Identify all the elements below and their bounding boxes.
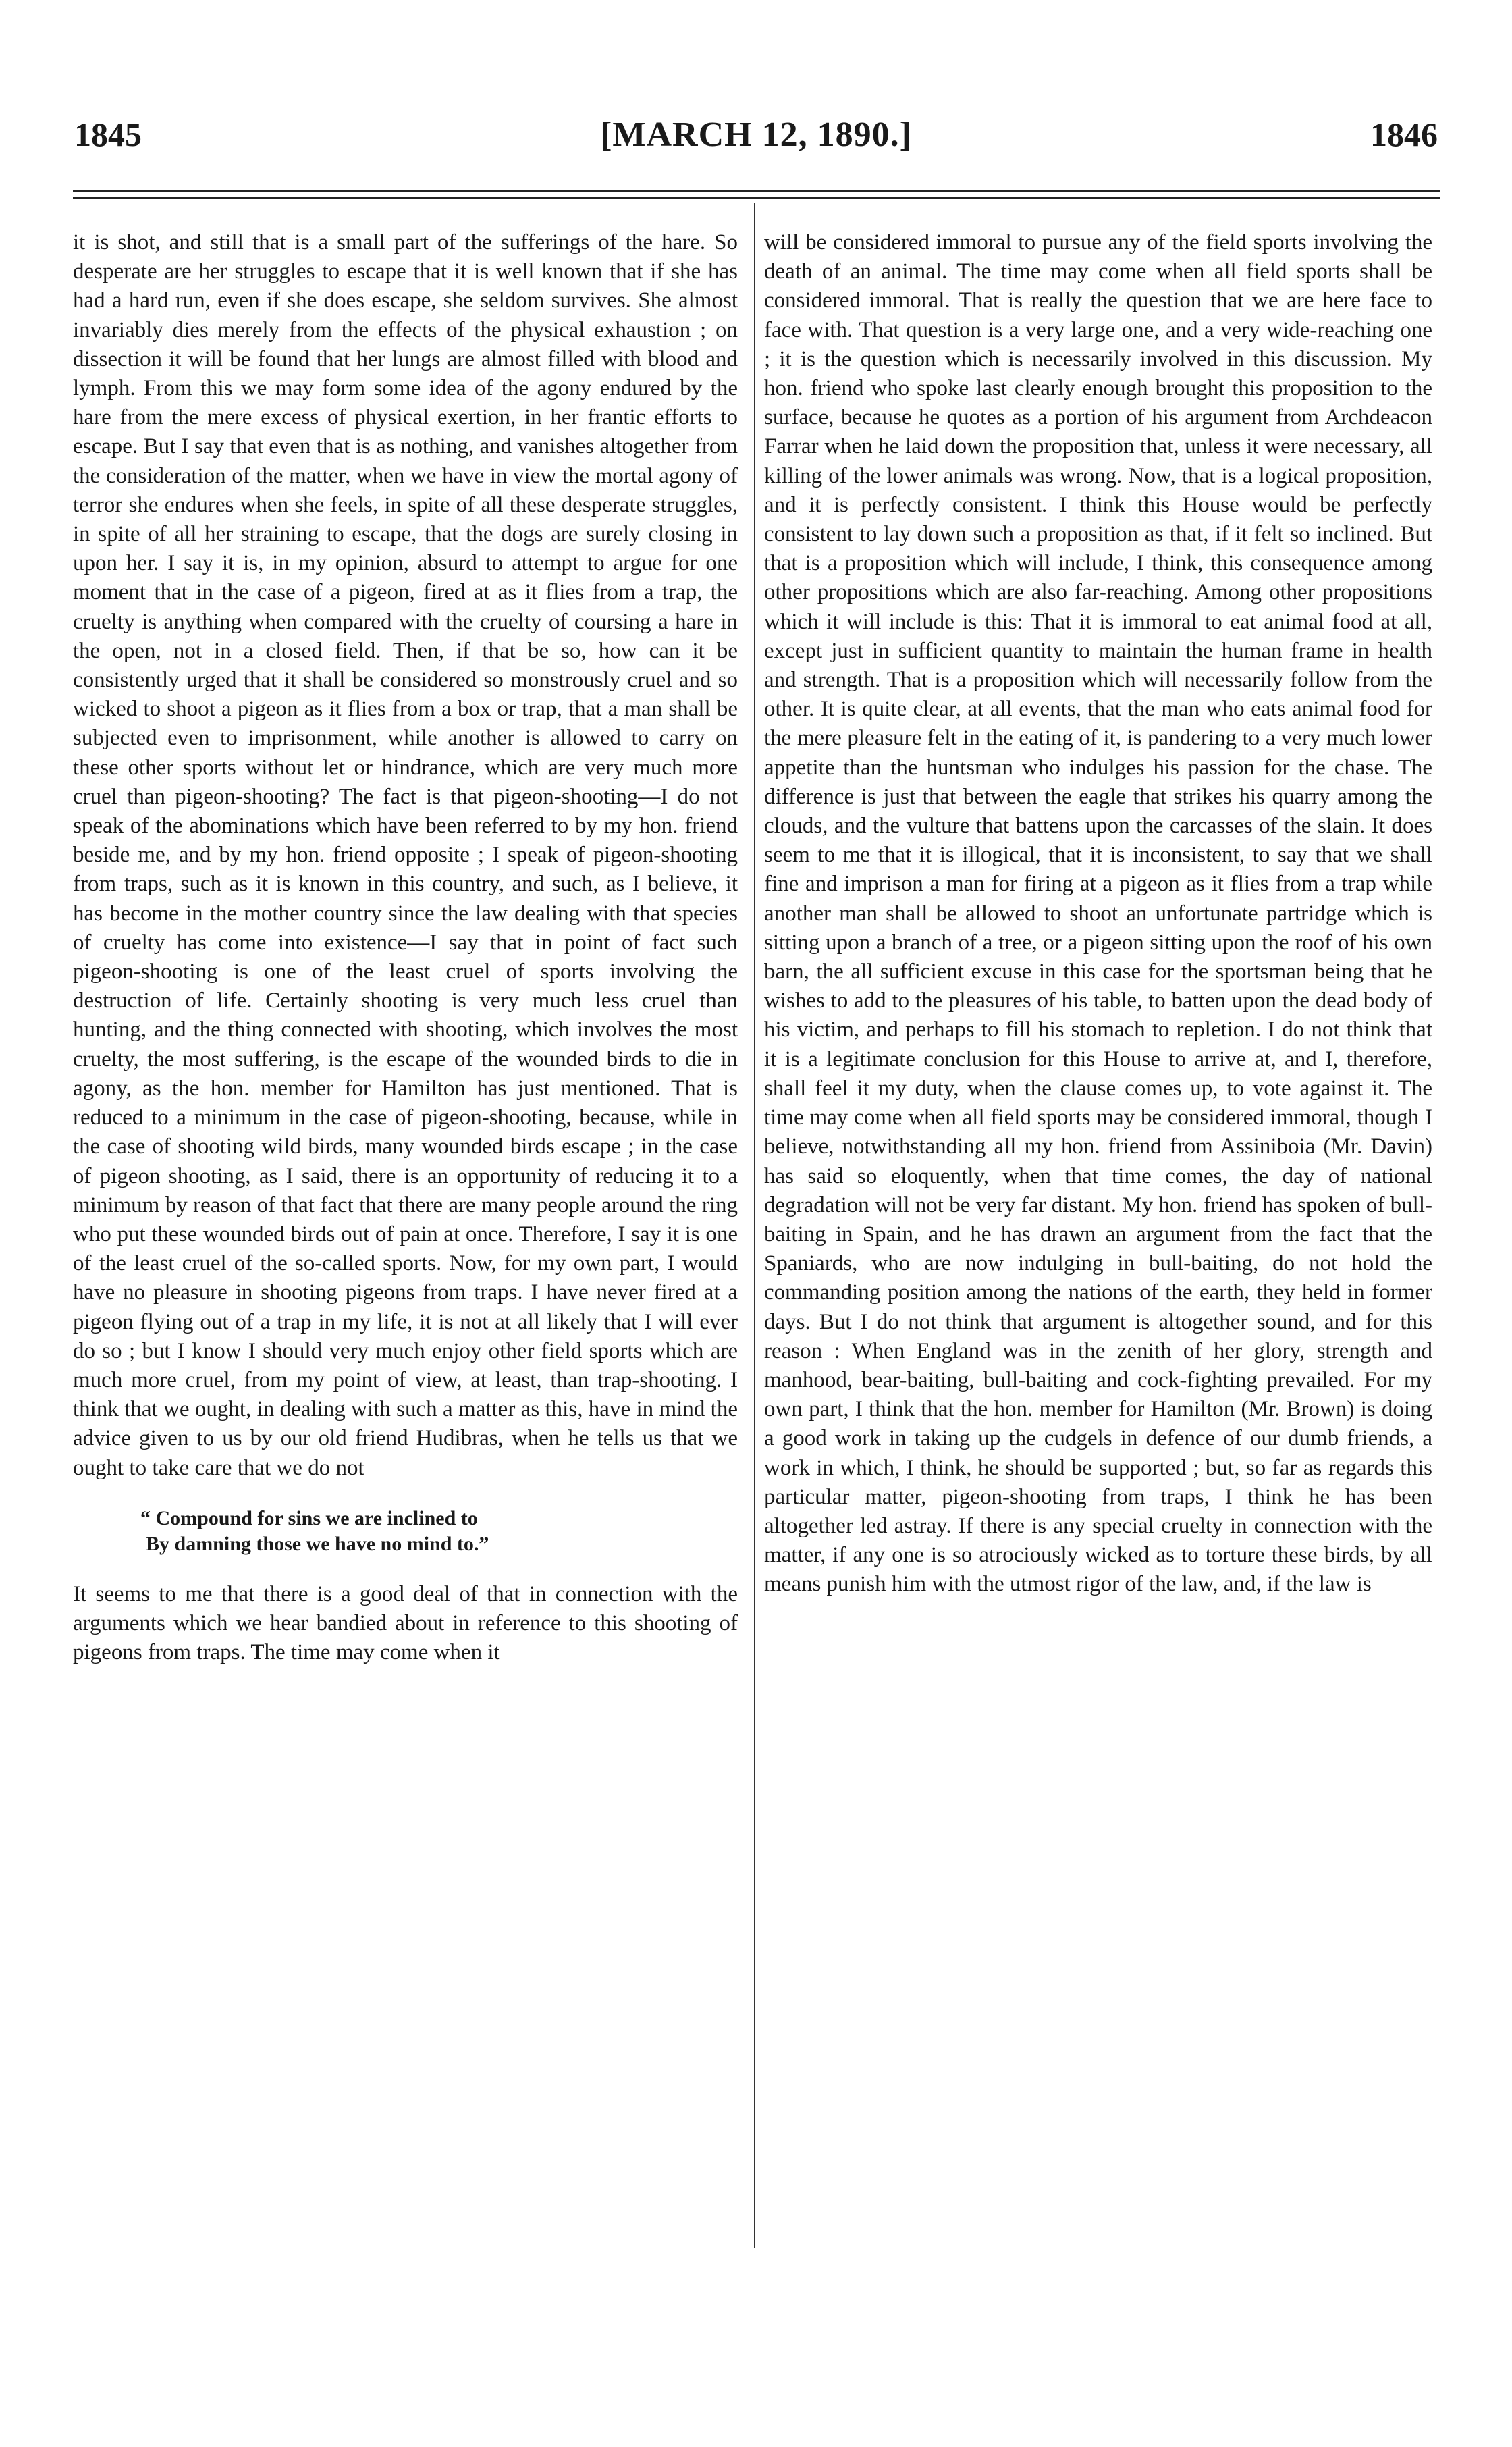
quote-line-1: “ Compound for sins we are inclined to <box>140 1506 478 1529</box>
page-number-right: 1846 <box>1370 115 1438 153</box>
header-rule-top <box>73 190 1440 192</box>
left-column <box>73 228 738 1667</box>
right-paragraph-1: will be considered immoral to pursue any of the field sports involving the death of an animal. The time may come when all field sports shall be considered immoral. That is really the question that we are here face to face with. That question is a very large one, and a very wide-reaching one ; it is the question which is necessarily involved in this discussion. My hon. friend who spoke last clearly enough brought this proposition to the surface, because he quotes as a portion of his argument from Archdeacon Farrar when he laid down the proposition that, unless it were necessary, all killing of the lower animals was wrong. Now, that is a logical proposition, and it is perfectly consistent. I think this House would be perfectly consistent to lay down such a proposition as that, if it felt so inclined. But that is a proposition which will include, I think, this consequence among other propositions which are also far-reaching. Among other propositions which it will include is this: That it is immoral to eat animal food at all, except just in sufficient quantity to maintain the human frame in health and strength. That is a proposition which will necessarily follow from the other. It is quite clear, at all events, that the man who eats animal food for the mere pleasure felt in the eating of it, is pandering to a very much lower appetite than the huntsman who indulges his passion for the chase. The difference is just that between the eagle that strikes his quarry among the clouds, and the vulture that battens upon the carcasses of the slain. It does seem to me that it is illogical, that it is inconsistent, to say that we shall fine and imprison a man for firing at a pigeon as it flies from a trap while another man shall be allowed to shoot an unfortunate partridge which is sitting upon a branch of a tree, or a pigeon sitting upon the roof of his own barn, the all sufficient excuse in this case for the sportsman being that he wishes to add to the pleasures of his table, to batten upon the dead body of his victim, and perhaps to fill his stomach to repletion. I do not think that it is a legitimate conclusion for this House to arrive at, and I, therefore, shall feel it my duty, when the clause comes up, to vote against it. The time may come when all field sports may be considered immoral, though I believe, notwithstanding all my hon. friend from Assiniboia (Mr. Davin) has said so eloquently, when that time comes, the day of national degradation will not be very far distant. My hon. friend has spoken of bull-baiting in Spain, and he has drawn an argument from the fact that the Spaniards, who are now indulging in bull-baiting, do not hold the commanding position among the nations of the earth, they held in former days. But I do not think that argument is altogether sound, and for this reason : When England was in the zenith of her glory, strength and manhood, bear-baiting, bull-baiting and cock-fighting prevailed. For my own part, I think that the hon. member for Hamilton (Mr. Brown) is doing a good work in taking up the cudgels in defence of our dumb friends, a work in which, I think, he should be supported ; but, so far as regards this particular matter, pigeon-shooting from traps, I think he has been altogether led astray. If there is any special cruelty in connection with the matter, if any one is so atrociously wicked as to torture these birds, by all means punish him with the utmost rigor of the law, and, if the law is <box>764 230 1432 1597</box>
header-rule-bottom <box>73 197 1440 199</box>
left-paragraph-1: it is shot, and still that is a small part of the sufferings of the hare. So desperate are her struggles to escape that it is well known that if she has had a hard run, even if she does escape, she seldom survives. She almost invariably dies merely from the effects of the physical exhaustion ; on dissection it will be found that her lungs are almost filled with blood and lymph. From this we may form some idea of the agony endured by the hare from the mere excess of physical exertion, in her frantic efforts to escape. But I say that even that is as nothing, and vanishes altogether from the consideration of the matter, when we have in view the mortal agony of terror she endures when she feels, in spite of all these desperate struggles, in spite of all her straining to escape, that the dogs are surely closing in upon her. I say it is, in my opinion, absurd to attempt to argue for one moment that in the case of a pigeon, fired at as it flies from a trap, the cruelty is anything when compared with the cruelty of coursing a hare in the open, not in a closed field. Then, if that be so, how can it be consistently urged that it shall be considered so monstrously cruel and so wicked to shoot a pigeon as it flies from a box or trap, that a man shall be subjected even to imprisonment, while another is allowed to carry on these other sports without let or hindrance, which are very much more cruel than pigeon-shooting? The fact is that pigeon-shooting—I do not speak of the abominations which have been referred to by my hon. friend beside me, and by my hon. friend opposite ; I speak of pigeon-shooting from traps, such as it is known in this country, and such, as I believe, it has become in the mother country since the law dealing with that species of cruelty has come into existence—I say that in point of fact such pigeon-shooting is one of the least cruel of sports involving the destruction of life. Certainly shooting is very much less cruel than hunting, and the thing connected with shooting, which involves the most cruelty, the most suffering, is the escape of the wounded birds to die in agony, as the hon. member for Hamilton has just mentioned. That is reduced to a minimum in the case of pigeon-shooting, because, while in the case of shooting wild birds, many wounded birds escape ; in the case of pigeon shooting, as I said, there is an opportunity of reducing it to a minimum by reason of that fact that there are many people around the ring who put these wounded birds out of pain at once. Therefore, I say it is one of the least cruel of the so-called sports. Now, for my own part, I would have no pleasure in shooting pigeons from traps. I have never fired at a pigeon flying out of a trap in my life, it is not at all likely that I will ever do so ; but I know I should very much enjoy other field sports which are much more cruel, from my point of view, at least, than trap-shooting. I think that we ought, in dealing with such a matter as this, have in mind the advice given to us by our old friend Hudibras, when he tells us that we ought to take care that we do not <box>73 230 738 1480</box>
page-date: [MARCH 12, 1890.] <box>600 115 912 154</box>
page-header <box>74 115 1438 169</box>
right-column <box>764 228 1432 1600</box>
quote-line-2: By damning those we have no mind to.” <box>146 1532 489 1555</box>
left-paragraph-2: It seems to me that there is a good deal of that in connection with the arguments which we hear bandied about in reference to this shooting of pigeons from traps. The time may come when it <box>73 1581 738 1665</box>
hudibras-quote <box>140 1506 738 1557</box>
page-number-left: 1845 <box>74 115 142 153</box>
column-divider <box>754 203 755 2248</box>
